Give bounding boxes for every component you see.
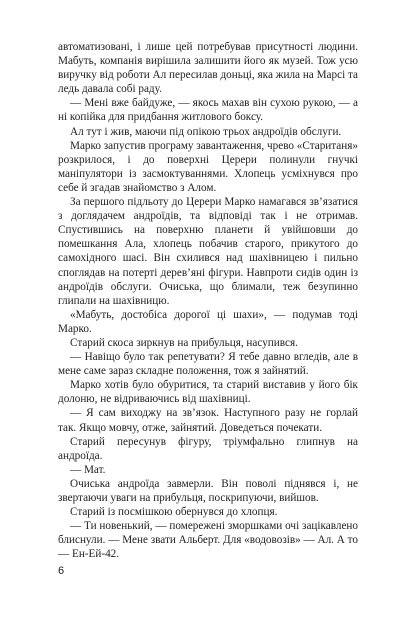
paragraph-13: Очиська андроїда завмерли. Він поволі піднявся і, не звертаючи уваги на прибульця, поскрипуючи, вийшов. (58, 477, 358, 504)
paragraph-11: Старий пересунув фігуру, тріумфально глипнув на андроїда. (58, 435, 358, 462)
paragraph-6: «Мабуть, достобіса дорогої ці шахи», — подумав тоді Марко. (58, 308, 358, 335)
paragraph-9: Марко хотів було обуритися, та старий виставив у його бік долоню, не відриваючись від шахівниці. (58, 379, 358, 406)
paragraph-8: — Навіщо було так репетувати? Я тебе давно вгледів, але в мене саме зараз складне положення, тож я зайнятий. (58, 351, 358, 378)
paragraph-15: — Ти новенький, — помережені зморшками очі зацікавлено блиснули. — Мене звати Альберт. Для «водовозів» — Ал. А то — Ен-Ей-42. (58, 520, 358, 561)
paragraph-7: Старий скоса зиркнув на прибульця, насупився. (70, 336, 298, 349)
paragraph-1: автоматизовані, і лише цей потребував присутності людини. Мабуть, компанія вирішила залишити його як музей. Тож усю виручку від роботи Ал пересилав доньці, яка жила на Марсі та ледь давала собі раду. (58, 41, 358, 96)
paragraph-10: — Я сам виходжу на зв’язок. Наступного разу не горлай так. Якщо мовчу, отже, зайнятий. Доведеться почекати. (58, 407, 358, 434)
page-number: 6 (58, 565, 65, 577)
paragraph-14: Старий із посмішкою обернувся до хлопця. (70, 506, 278, 519)
paragraph-2: — Мені вже байдуже, — якось махав він сухою рукою, — а ні копійка для придбання житлового боксу. (58, 97, 358, 124)
paragraph-12: — Мат. (70, 463, 106, 476)
paragraph-3: Ал тут і жив, маючи під опікою трьох андроїдів обслуги. (70, 125, 342, 138)
body-text (58, 40, 358, 561)
paragraph-5: За першого підльоту до Церери Марко намагався зв’язатися з доглядачем андроїдів, та відповіді так і не отримав. Спустившись на поверхню планети й увійшовши до помешкання Ала, хлопець побачив старого, прикутого до самохідного шасі. Він схилився над шахівницею і пильно споглядав на потерті дерев’яні фігури. Навпроти сидів один із андроїдів обслуги. Очиська, що блимали, теж безупинно глипали на шахівницю. (58, 196, 358, 307)
paragraph-4: Марко запустив програму завантаження, чрево «Стаританя» розкрилося, і до поверхні Церери полинули гнучкі маніпулятори із засмоктуваннями. Хлопець усміхнувся про себе й згадав знайомство з Алом. (58, 139, 359, 194)
